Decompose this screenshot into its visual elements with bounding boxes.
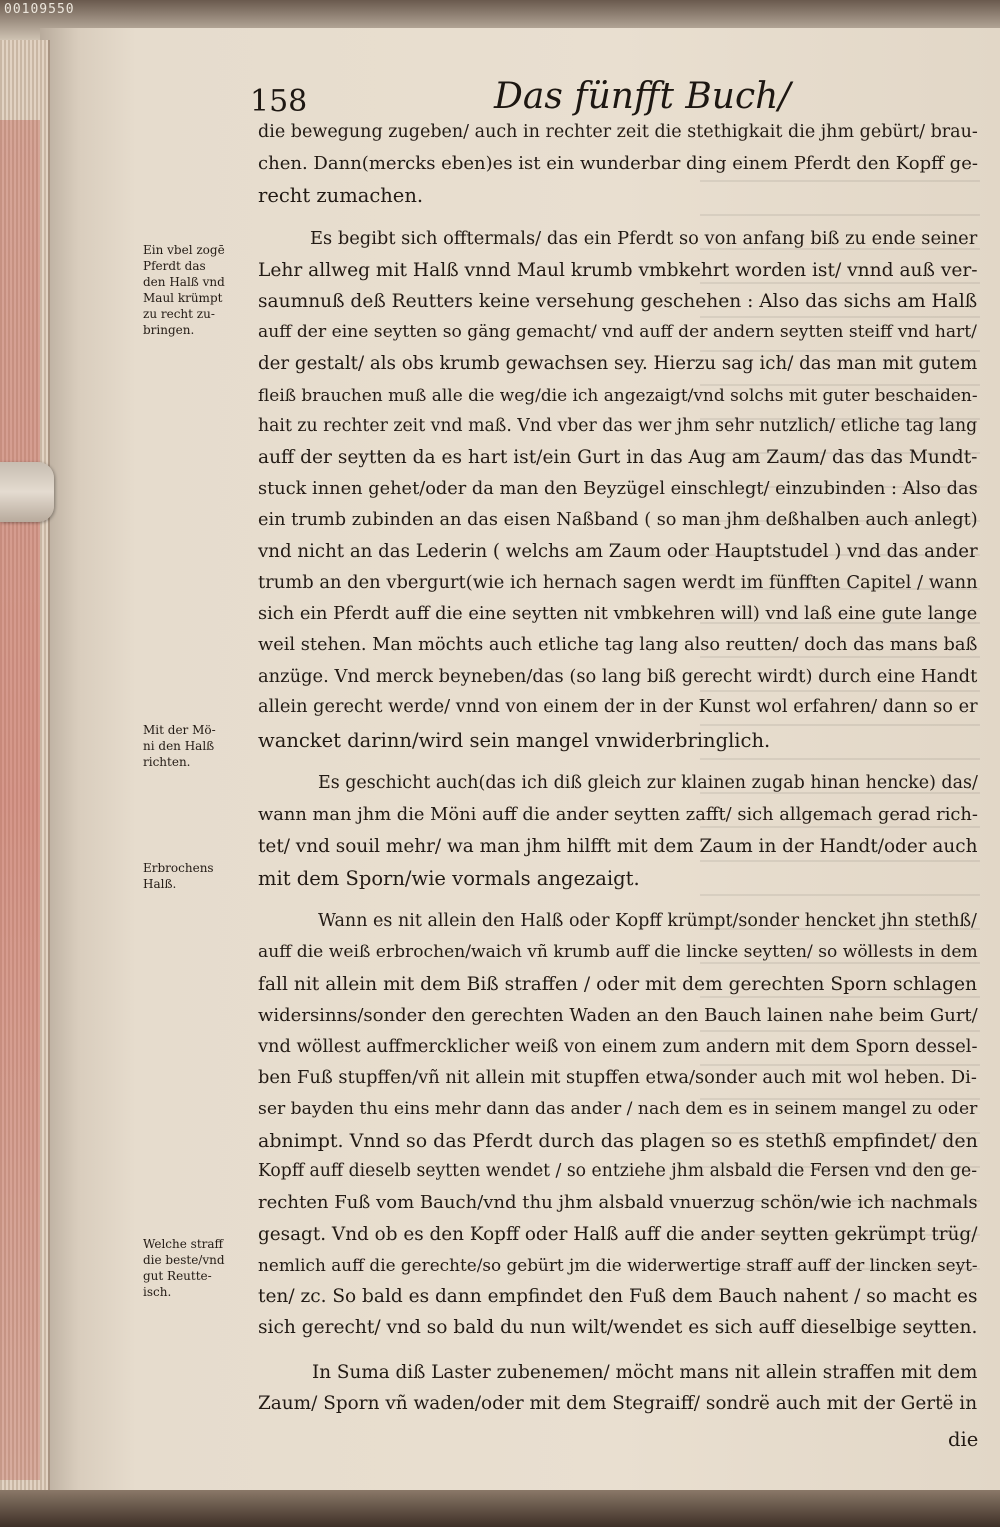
text-line: vnd nicht an das Lederin ( welchs am Zaum oder Hauptstudel ) vnd das ander (258, 541, 978, 562)
text-line: hait zu rechter zeit vnd maß. Vnd vber das wer jhm sehr nutzlich/ etliche tag lang (258, 416, 978, 436)
text-line: auff die weiß erbrochen/waich vñ krumb auff die lincke seytten/ so wöllests in dem (258, 942, 978, 962)
text-line: In Suma diß Laster zubenemen/ möcht mans nit allein straffen mit dem (312, 1362, 978, 1383)
marginal-note-line: Mit der Mö- (143, 723, 216, 737)
text-line: ein trumb zubinden an das eisen Naßband ( so man jhm deßhalben auch anlegt) (258, 510, 978, 530)
marginal-note-line: gut Reutte- (143, 1269, 212, 1283)
marginal-note-line: Pferdt das (143, 259, 206, 273)
text-line: sich gerecht/ vnd so bald du nun wilt/wendet es sich auff dieselbige seytten. (258, 1317, 978, 1338)
text-line: Wann es nit allein den Halß oder Kopff krümpt/sonder hencket jhn stethß/ (318, 911, 977, 931)
marginal-note-line: den Halß vnd (143, 275, 225, 289)
catchword: die (948, 1428, 979, 1451)
text-line: trumb an den vbergurt(wie ich hernach sagen werdt im fünfften Capitel / wann (258, 572, 978, 593)
text-line: widersinns/sonder den gerechten Waden an den Bauch lainen nahe beim Gurt/ (258, 1005, 978, 1026)
marginal-note-line: Ein vbel zogē (143, 243, 225, 257)
text-line: wancket darinn/wird sein mangel vnwiderbringlich. (258, 729, 771, 752)
text-line: fall nit allein mit dem Biß straffen / oder mit dem gerechten Sporn schlagen (258, 974, 978, 995)
text-line: auff der seytten da es hart ist/ein Gurt in das Aug am Zaum/ das das Mundt- (258, 447, 978, 468)
text-line: Es geschicht auch(das ich diß gleich zur klainen zugab hinan hencke) das/ (318, 773, 978, 793)
page-number: 158 (250, 84, 308, 119)
text-line: nemlich auff die gerechte/so gebürt jm die widerwertige straff auff der lincken seyt- (258, 1255, 978, 1275)
text-line: gesagt. Vnd ob es den Kopff oder Halß auff die ander seytten gekrümpt trüg/ (258, 1224, 978, 1245)
scan-bottom-border (0, 1490, 1000, 1527)
text-line: saumnuß deß Reutters keine versehung geschehen : Also das sichs am Halß (258, 291, 978, 312)
marginal-note-line: bringen. (143, 323, 195, 337)
text-line: auff der eine seytten so gäng gemacht/ vnd auff der andern seytten steiff vnd hart/ (258, 322, 977, 342)
marginal-note-line: Erbrochens (143, 861, 214, 875)
text-line: Lehr allweg mit Halß vnnd Maul krumb vmbkehrt worden ist/ vnnd auß ver- (258, 260, 978, 281)
text-line: Zaum/ Sporn vñ waden/oder mit dem Stegraiff/ sondrë auch mit der Gertë in (258, 1393, 978, 1414)
marginal-note-line: isch. (143, 1285, 172, 1299)
marginal-note-line: ni den Halß (143, 739, 215, 753)
text-line: weil stehen. Man möchts auch etliche tag lang also reutten/ doch das mans baß (258, 635, 978, 655)
text-line: Kopff auff dieselb seytten wendet / so entziehe jhm alsbald die Fersen vnd den ge- (258, 1161, 978, 1181)
text-line: allein gerecht werde/ vnnd von einem der in der Kunst wol erfahren/ dann so er (258, 697, 978, 717)
marginal-note-line: richten. (143, 755, 191, 769)
red-edge-stain (0, 120, 40, 1480)
marginal-note-line: Maul krümpt (143, 291, 223, 305)
text-line: ser bayden thu eins mehr dann das ander / nach dem es in seinem mangel zu oder (258, 1099, 978, 1119)
scan-id-stamp: 00109550 (4, 2, 75, 17)
text-line: tet/ vnd souil mehr/ wa man jhm hilfft mit dem Zaum in der Handt/oder auch (258, 836, 978, 857)
running-title: Das fünfft Buch/ (494, 76, 791, 117)
text-line: stuck innen gehet/oder da man den Beyzügel einschlegt/ einzubinden : Also das (258, 479, 978, 499)
text-line: recht zumachen. (258, 184, 424, 207)
text-line: wann man jhm die Möni auff die ander seytten zafft/ sich allgemach gerad rich- (258, 804, 978, 825)
text-line: sich ein Pferdt auff die eine seytten nit vmbkehren will) vnd laß eine gute lange (258, 604, 978, 624)
marginal-note-line: die beste/vnd (143, 1253, 225, 1267)
text-line: mit dem Sporn/wie vormals angezaigt. (258, 867, 640, 890)
text-line: die bewegung zugeben/ auch in rechter zeit die stethigkait die jhm gebürt/ brau- (258, 122, 978, 142)
text-line: fleiß brauchen muß alle die weg/die ich angezaigt/vnd solchs mit guter beschaiden- (258, 385, 978, 405)
book-clamp (0, 462, 54, 522)
text-line: abnimpt. Vnnd so das Pferdt durch das plagen so es stethß empfindet/ den (258, 1130, 978, 1152)
text-line: der gestalt/ als obs krumb gewachsen sey. Hierzu sag ich/ das man mit gutem (258, 353, 978, 374)
text-line: rechten Fuß vom Bauch/vnd thu jhm alsbald vnuerzug schön/wie ich nachmals (258, 1192, 978, 1213)
text-line: Es begibt sich offtermals/ das ein Pferdt so von anfang biß zu ende seiner (310, 228, 978, 249)
marginal-note-line: Welche straff (143, 1237, 224, 1251)
marginal-note-line: zu recht zu- (143, 307, 215, 321)
marginal-note-line: Halß. (143, 877, 177, 891)
text-line: ten/ zc. So bald es dann empfindet den Fuß dem Bauch nahent / so macht es (258, 1286, 978, 1307)
text-line: chen. Dann(mercks eben)es ist ein wunderbar ding einem Pferdt den Kopff ge- (258, 153, 978, 174)
text-line: vnd wöllest auffmercklicher weiß von einem zum andern mit dem Sporn dessel- (258, 1036, 978, 1057)
text-line: ben Fuß stupffen/vñ nit allein mit stupffen etwa/sonder auch mit wol heben. Di- (258, 1067, 977, 1088)
text-line: anzüge. Vnd merck beyneben/das (so lang biß gerecht wirdt) durch eine Handt (258, 666, 978, 687)
